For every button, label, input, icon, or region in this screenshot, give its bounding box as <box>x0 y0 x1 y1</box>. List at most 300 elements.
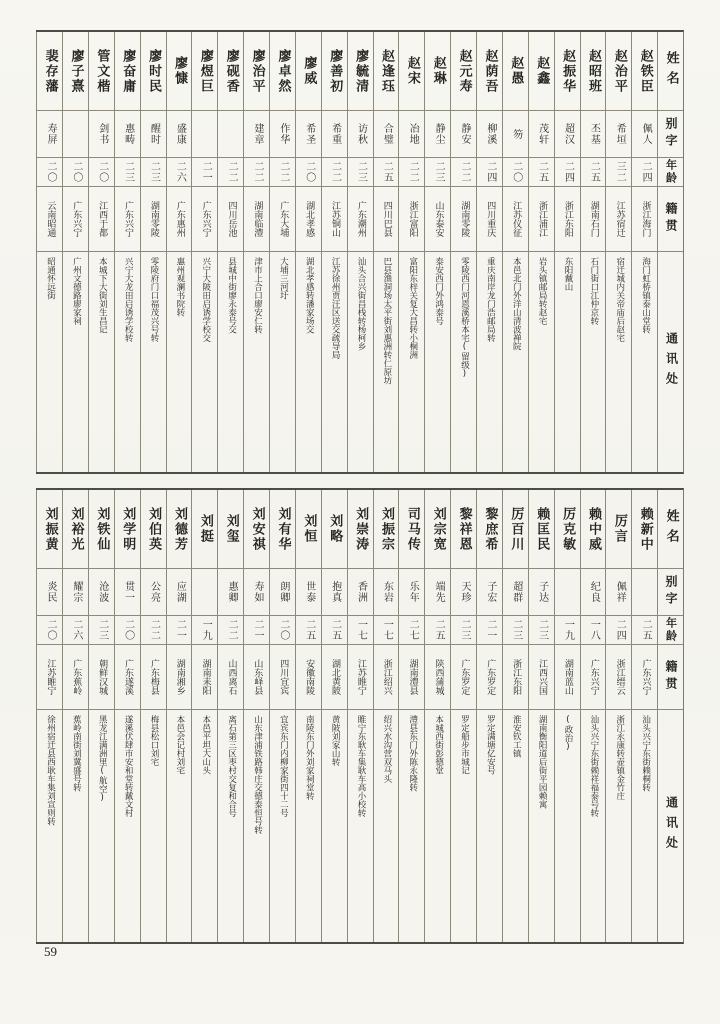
column-header-label: 籍贯 <box>664 660 679 694</box>
alias-cell <box>399 111 424 158</box>
age-cell <box>296 158 321 187</box>
alias-cell <box>37 569 62 616</box>
alias-text: 佩祥 <box>614 581 626 603</box>
age-text: 一八 <box>588 619 600 641</box>
name-cell <box>348 490 373 569</box>
column-header-label: 年龄 <box>664 159 678 185</box>
address-text: 宿迁城内关帝庙后赵宅 <box>614 257 625 342</box>
person-column <box>580 490 606 942</box>
alias-text: 耀宗 <box>70 581 82 603</box>
origin-cell <box>296 187 321 252</box>
origin-cell <box>581 645 606 710</box>
name-cell <box>37 490 62 569</box>
address-cell <box>477 710 502 942</box>
alias-cell <box>63 569 88 616</box>
alias-text: 乐年 <box>407 581 419 603</box>
name-cell <box>218 32 243 111</box>
name-text: 厉克敏 <box>560 506 576 552</box>
person-column <box>373 32 399 472</box>
origin-cell <box>348 645 373 710</box>
origin-text: 四川岳池 <box>226 201 237 237</box>
origin-text: 云南昭通 <box>45 201 56 237</box>
origin-cell <box>192 645 217 710</box>
address-cell <box>322 252 347 472</box>
alias-text: 合璧 <box>381 123 393 145</box>
address-cell <box>63 252 88 472</box>
name-cell <box>348 32 373 111</box>
address-text: 本邑平坦大山头 <box>200 715 211 775</box>
alias-cell <box>167 569 192 616</box>
alias-cell <box>477 569 502 616</box>
origin-text: 江西于都 <box>97 201 108 237</box>
age-cell <box>503 158 528 187</box>
age-text: 二三 <box>433 161 445 183</box>
name-text: 刘学明 <box>120 506 136 552</box>
age-cell <box>606 158 631 187</box>
origin-cell <box>37 187 62 252</box>
page-number: 59 <box>44 944 57 959</box>
name-cell <box>555 32 580 111</box>
alias-cell <box>503 111 528 158</box>
alias-cell <box>141 111 166 158</box>
age-text: 二一 <box>200 161 212 183</box>
name-text: 廖卓然 <box>275 48 291 94</box>
address-cell <box>322 710 347 942</box>
alias-text: 惠卿 <box>226 581 238 603</box>
alias-cell <box>37 111 62 158</box>
origin-text: 山西离石 <box>226 659 237 695</box>
address-cell <box>374 252 399 472</box>
address-cell <box>348 710 373 942</box>
header-alias-cell <box>658 569 683 616</box>
alias-cell <box>503 569 528 616</box>
address-text: 江苏徐州贾汪区送交疏导局 <box>330 257 341 359</box>
name-text: 刘崇涛 <box>353 506 369 552</box>
address-cell <box>192 710 217 942</box>
alias-cell <box>425 111 450 158</box>
address-text: 睢宁东耿车集耿车高小校转 <box>355 715 366 817</box>
origin-text: 广东蕉岭 <box>71 659 82 695</box>
alias-cell <box>89 111 114 158</box>
address-text: 惠州观澜书院转 <box>174 257 185 317</box>
address-text: 广州文德路廖家祠 <box>71 257 82 325</box>
person-column <box>166 490 192 942</box>
person-column <box>476 32 502 472</box>
roster-table-bottom <box>36 488 684 944</box>
age-cell <box>632 616 657 645</box>
address-cell <box>529 252 554 472</box>
age-cell <box>425 158 450 187</box>
name-cell <box>141 490 166 569</box>
person-column <box>36 32 62 472</box>
name-text: 刘玺 <box>223 514 239 544</box>
origin-text: 湖南蓝山 <box>562 659 573 695</box>
age-cell <box>270 616 295 645</box>
address-cell <box>89 252 114 472</box>
person-column <box>554 490 580 942</box>
name-text: 赵昭班 <box>585 48 601 94</box>
address-text: 绍兴水沟营双马头 <box>381 715 392 783</box>
address-text: 本邑北门外洋山清波禅院 <box>511 257 522 351</box>
origin-cell <box>503 187 528 252</box>
origin-text: 浙江缙云 <box>614 659 625 695</box>
alias-cell <box>451 111 476 158</box>
alias-cell <box>244 569 269 616</box>
person-column <box>243 32 269 472</box>
origin-text: 湖南湘乡 <box>174 659 185 695</box>
name-text: 黎庶希 <box>482 506 498 552</box>
age-cell <box>399 158 424 187</box>
origin-text: 浙江海门 <box>640 201 651 237</box>
header-name-cell <box>658 490 683 569</box>
origin-text: 江苏睢宁 <box>45 659 56 695</box>
name-cell <box>399 490 424 569</box>
address-text: 重庆南岸龙门浩邮局转 <box>485 257 496 342</box>
address-cell <box>244 710 269 942</box>
origin-cell <box>167 645 192 710</box>
origin-cell <box>141 645 166 710</box>
alias-cell <box>606 569 631 616</box>
age-cell <box>606 616 631 645</box>
origin-text: 四川巴县 <box>381 201 392 237</box>
name-text: 厉百川 <box>508 506 524 552</box>
address-text: 岩头镇邮局转赵宅 <box>537 257 548 325</box>
origin-text: 浙江浦江 <box>537 201 548 237</box>
column-header-label: 姓名 <box>663 51 679 91</box>
address-text: 兴宁大龙田启诱学校转 <box>123 257 134 342</box>
alias-cell <box>218 111 243 158</box>
person-column <box>269 490 295 942</box>
age-text: 二〇 <box>70 161 82 183</box>
age-text: 二二 <box>251 161 263 183</box>
age-text: 一九 <box>200 619 212 641</box>
age-text: 二五 <box>381 161 393 183</box>
name-cell <box>89 490 114 569</box>
alias-text: 访秋 <box>355 123 367 145</box>
age-text: 二二 <box>226 619 238 641</box>
header-address-cell <box>658 252 683 472</box>
address-text: 县城中街廖永泰号交 <box>226 257 237 334</box>
person-column <box>321 490 347 942</box>
alias-cell <box>581 111 606 158</box>
origin-text: 广东大埔 <box>278 201 289 237</box>
origin-text: 湖南石门 <box>588 201 599 237</box>
origin-cell <box>348 187 373 252</box>
address-cell <box>141 252 166 472</box>
address-cell <box>632 252 657 472</box>
age-cell <box>89 158 114 187</box>
address-cell <box>555 252 580 472</box>
origin-text: 四川宜宾 <box>278 659 289 695</box>
origin-text: 山东峄县 <box>252 659 263 695</box>
origin-text: 陕西蒲城 <box>433 659 444 695</box>
age-text: 二二 <box>148 619 160 641</box>
age-text: 二五 <box>640 619 652 641</box>
origin-cell <box>451 187 476 252</box>
alias-cell <box>632 569 657 616</box>
origin-text: 湖南零陵 <box>148 201 159 237</box>
alias-text: 佩人 <box>640 123 652 145</box>
name-cell <box>399 32 424 111</box>
origin-cell <box>581 187 606 252</box>
alias-cell <box>348 111 373 158</box>
alias-cell <box>192 569 217 616</box>
address-text: 本城下大街刘生昌记 <box>97 257 108 334</box>
alias-cell <box>632 111 657 158</box>
header-origin-cell <box>658 187 683 252</box>
origin-text: 湖南临澧 <box>252 201 263 237</box>
alias-cell <box>348 569 373 616</box>
person-column <box>321 32 347 472</box>
address-cell <box>374 710 399 942</box>
age-cell <box>89 616 114 645</box>
name-text: 刘伯英 <box>146 506 162 552</box>
address-text: 泰安西门外鸿泰号 <box>433 257 444 325</box>
person-column <box>36 490 62 942</box>
age-text: 三二 <box>614 161 626 183</box>
name-cell <box>63 32 88 111</box>
age-cell <box>555 616 580 645</box>
address-cell <box>270 710 295 942</box>
column-header-label: 姓名 <box>663 509 679 549</box>
name-text: 赵逢珏 <box>378 48 394 94</box>
origin-text: 广东兴宁 <box>123 201 134 237</box>
alias-text: 沧波 <box>96 581 108 603</box>
origin-text: 广东遂溪 <box>123 659 134 695</box>
origin-text: 广东惠州 <box>174 201 185 237</box>
name-text: 黎祥恩 <box>456 506 472 552</box>
name-cell <box>477 32 502 111</box>
address-text: 湖南衡阳道后街平园赖寓 <box>537 715 548 809</box>
name-cell <box>89 32 114 111</box>
age-cell <box>37 616 62 645</box>
age-text: 二四 <box>614 619 626 641</box>
address-cell <box>425 252 450 472</box>
alias-cell <box>115 569 140 616</box>
age-text: 二五 <box>329 619 341 641</box>
person-column <box>191 490 217 942</box>
alias-text: 超汉 <box>562 123 574 145</box>
alias-text: 希重 <box>329 123 341 145</box>
person-column <box>631 32 657 472</box>
name-text: 刘振宗 <box>378 506 394 552</box>
address-text: 梅县松口刘宅 <box>148 715 159 766</box>
address-cell <box>425 710 450 942</box>
alias-cell <box>399 569 424 616</box>
age-cell <box>192 158 217 187</box>
person-column <box>140 32 166 472</box>
name-cell <box>141 32 166 111</box>
alias-cell <box>244 111 269 158</box>
origin-cell <box>374 187 399 252</box>
age-cell <box>115 616 140 645</box>
column-header-label: 籍贯 <box>664 202 679 236</box>
name-cell <box>244 490 269 569</box>
origin-text: 广东兴宁 <box>640 659 651 695</box>
header-origin-cell <box>658 645 683 710</box>
origin-cell <box>322 645 347 710</box>
address-text: 宜宾东门内柳家街四十二号 <box>278 715 289 817</box>
alias-text: 建章 <box>251 123 263 145</box>
name-cell <box>63 490 88 569</box>
origin-cell <box>555 645 580 710</box>
age-text: 二三 <box>96 619 108 641</box>
origin-cell <box>399 645 424 710</box>
alias-text: 端先 <box>433 581 445 603</box>
person-column <box>88 32 114 472</box>
alias-cell <box>425 569 450 616</box>
age-text: 二二 <box>226 161 238 183</box>
origin-text: 广东梅县 <box>148 659 159 695</box>
address-text: 汕头兴宁东街赖祥福泰号转 <box>588 715 599 817</box>
age-cell <box>322 616 347 645</box>
address-text: 黑龙江满洲里(航空) <box>97 715 108 803</box>
age-text: 二七 <box>407 619 419 641</box>
person-column <box>450 32 476 472</box>
name-text: 厉言 <box>611 514 627 544</box>
alias-text: 超群 <box>510 581 522 603</box>
address-cell <box>451 252 476 472</box>
origin-text: 江苏宿迁 <box>614 201 625 237</box>
origin-text: 四川重庆 <box>485 201 496 237</box>
name-text: 赵宋 <box>404 56 420 86</box>
age-cell <box>141 158 166 187</box>
person-column <box>502 32 528 472</box>
age-cell <box>63 616 88 645</box>
alias-cell <box>451 569 476 616</box>
alias-text: 丕基 <box>588 123 600 145</box>
origin-cell <box>606 645 631 710</box>
origin-text: 安徽南陵 <box>304 659 315 695</box>
age-cell <box>477 158 502 187</box>
person-column <box>114 490 140 942</box>
alias-text: 醒时 <box>148 123 160 145</box>
name-cell <box>503 490 528 569</box>
column-header-label: 通讯处 <box>664 332 679 392</box>
address-cell <box>399 710 424 942</box>
alias-text: 柳溪 <box>484 123 496 145</box>
address-cell <box>218 710 243 942</box>
origin-text: 湖南零陵 <box>459 201 470 237</box>
alias-cell <box>322 569 347 616</box>
alias-cell <box>529 569 554 616</box>
header-column <box>657 490 683 942</box>
alias-text: 朗卿 <box>277 581 289 603</box>
name-text: 廖子熹 <box>68 48 84 94</box>
age-text: 二五 <box>588 161 600 183</box>
age-cell <box>399 616 424 645</box>
person-column <box>347 32 373 472</box>
name-text: 刘挺 <box>197 514 213 544</box>
name-cell <box>425 490 450 569</box>
origin-text: 湖北黄陂 <box>330 659 341 695</box>
address-cell <box>37 710 62 942</box>
name-cell <box>37 32 62 111</box>
age-cell <box>115 158 140 187</box>
age-cell <box>529 158 554 187</box>
age-cell <box>244 158 269 187</box>
alias-cell <box>89 569 114 616</box>
address-text: 罗定船步市城记 <box>459 715 470 775</box>
address-text: 湖北孝感转潘家场交 <box>304 257 315 334</box>
address-cell <box>503 252 528 472</box>
age-cell <box>581 158 606 187</box>
address-cell <box>270 252 295 472</box>
address-cell <box>244 252 269 472</box>
alias-text: 作华 <box>277 123 289 145</box>
address-cell <box>63 710 88 942</box>
person-column <box>605 32 631 472</box>
alias-text: 香洲 <box>355 581 367 603</box>
name-cell <box>581 32 606 111</box>
age-text: 二五 <box>433 619 445 641</box>
address-text: 大埔三河圩 <box>278 257 289 300</box>
origin-cell <box>425 645 450 710</box>
age-text: 二二 <box>458 161 470 183</box>
origin-text: 广东兴宁 <box>200 201 211 237</box>
address-cell <box>451 710 476 942</box>
address-text: 徐州宿迁县西耿车集刘宣则转 <box>45 715 56 826</box>
person-column <box>295 490 321 942</box>
origin-cell <box>632 645 657 710</box>
person-column <box>191 32 217 472</box>
alias-cell <box>192 111 217 158</box>
name-text: 赖新中 <box>637 506 653 552</box>
address-cell <box>632 710 657 942</box>
origin-text: 浙江富阳 <box>407 201 418 237</box>
origin-text: 广东兴宁 <box>588 659 599 695</box>
alias-text: 子达 <box>536 581 548 603</box>
name-cell <box>270 490 295 569</box>
origin-text: 江苏仪征 <box>511 201 522 237</box>
origin-text: 广东潮州 <box>355 201 366 237</box>
name-cell <box>374 32 399 111</box>
alias-cell <box>529 111 554 158</box>
address-cell <box>348 252 373 472</box>
column-header-label: 年龄 <box>664 617 678 643</box>
age-text: 二三 <box>510 619 522 641</box>
origin-cell <box>89 645 114 710</box>
address-text: 汕头合兴街昌栈转杨柯乡 <box>355 257 366 351</box>
alias-text: 公亮 <box>148 581 160 603</box>
age-cell <box>270 158 295 187</box>
name-text: 管文楷 <box>94 48 110 94</box>
person-column <box>631 490 657 942</box>
address-text: 零陵府门口福茂兴号转 <box>148 257 159 342</box>
person-column <box>528 32 554 472</box>
address-cell <box>477 252 502 472</box>
address-text: 东阳戴山 <box>562 257 573 291</box>
alias-cell <box>167 111 192 158</box>
person-column <box>269 32 295 472</box>
age-text: 二六 <box>174 161 186 183</box>
address-cell <box>606 710 631 942</box>
alias-cell <box>115 111 140 158</box>
alias-text: 剑书 <box>96 123 108 145</box>
address-cell <box>167 252 192 472</box>
age-cell <box>581 616 606 645</box>
person-column <box>217 490 243 942</box>
age-text: 二二 <box>329 161 341 183</box>
alias-cell <box>141 569 166 616</box>
name-text: 廖时民 <box>146 48 162 94</box>
alias-cell <box>63 111 88 158</box>
age-text: 二〇 <box>44 619 56 641</box>
person-column <box>295 32 321 472</box>
name-text: 刘宗宽 <box>430 506 446 552</box>
age-cell <box>477 616 502 645</box>
address-text: 汕头兴宁东街赖桐转 <box>640 715 651 792</box>
